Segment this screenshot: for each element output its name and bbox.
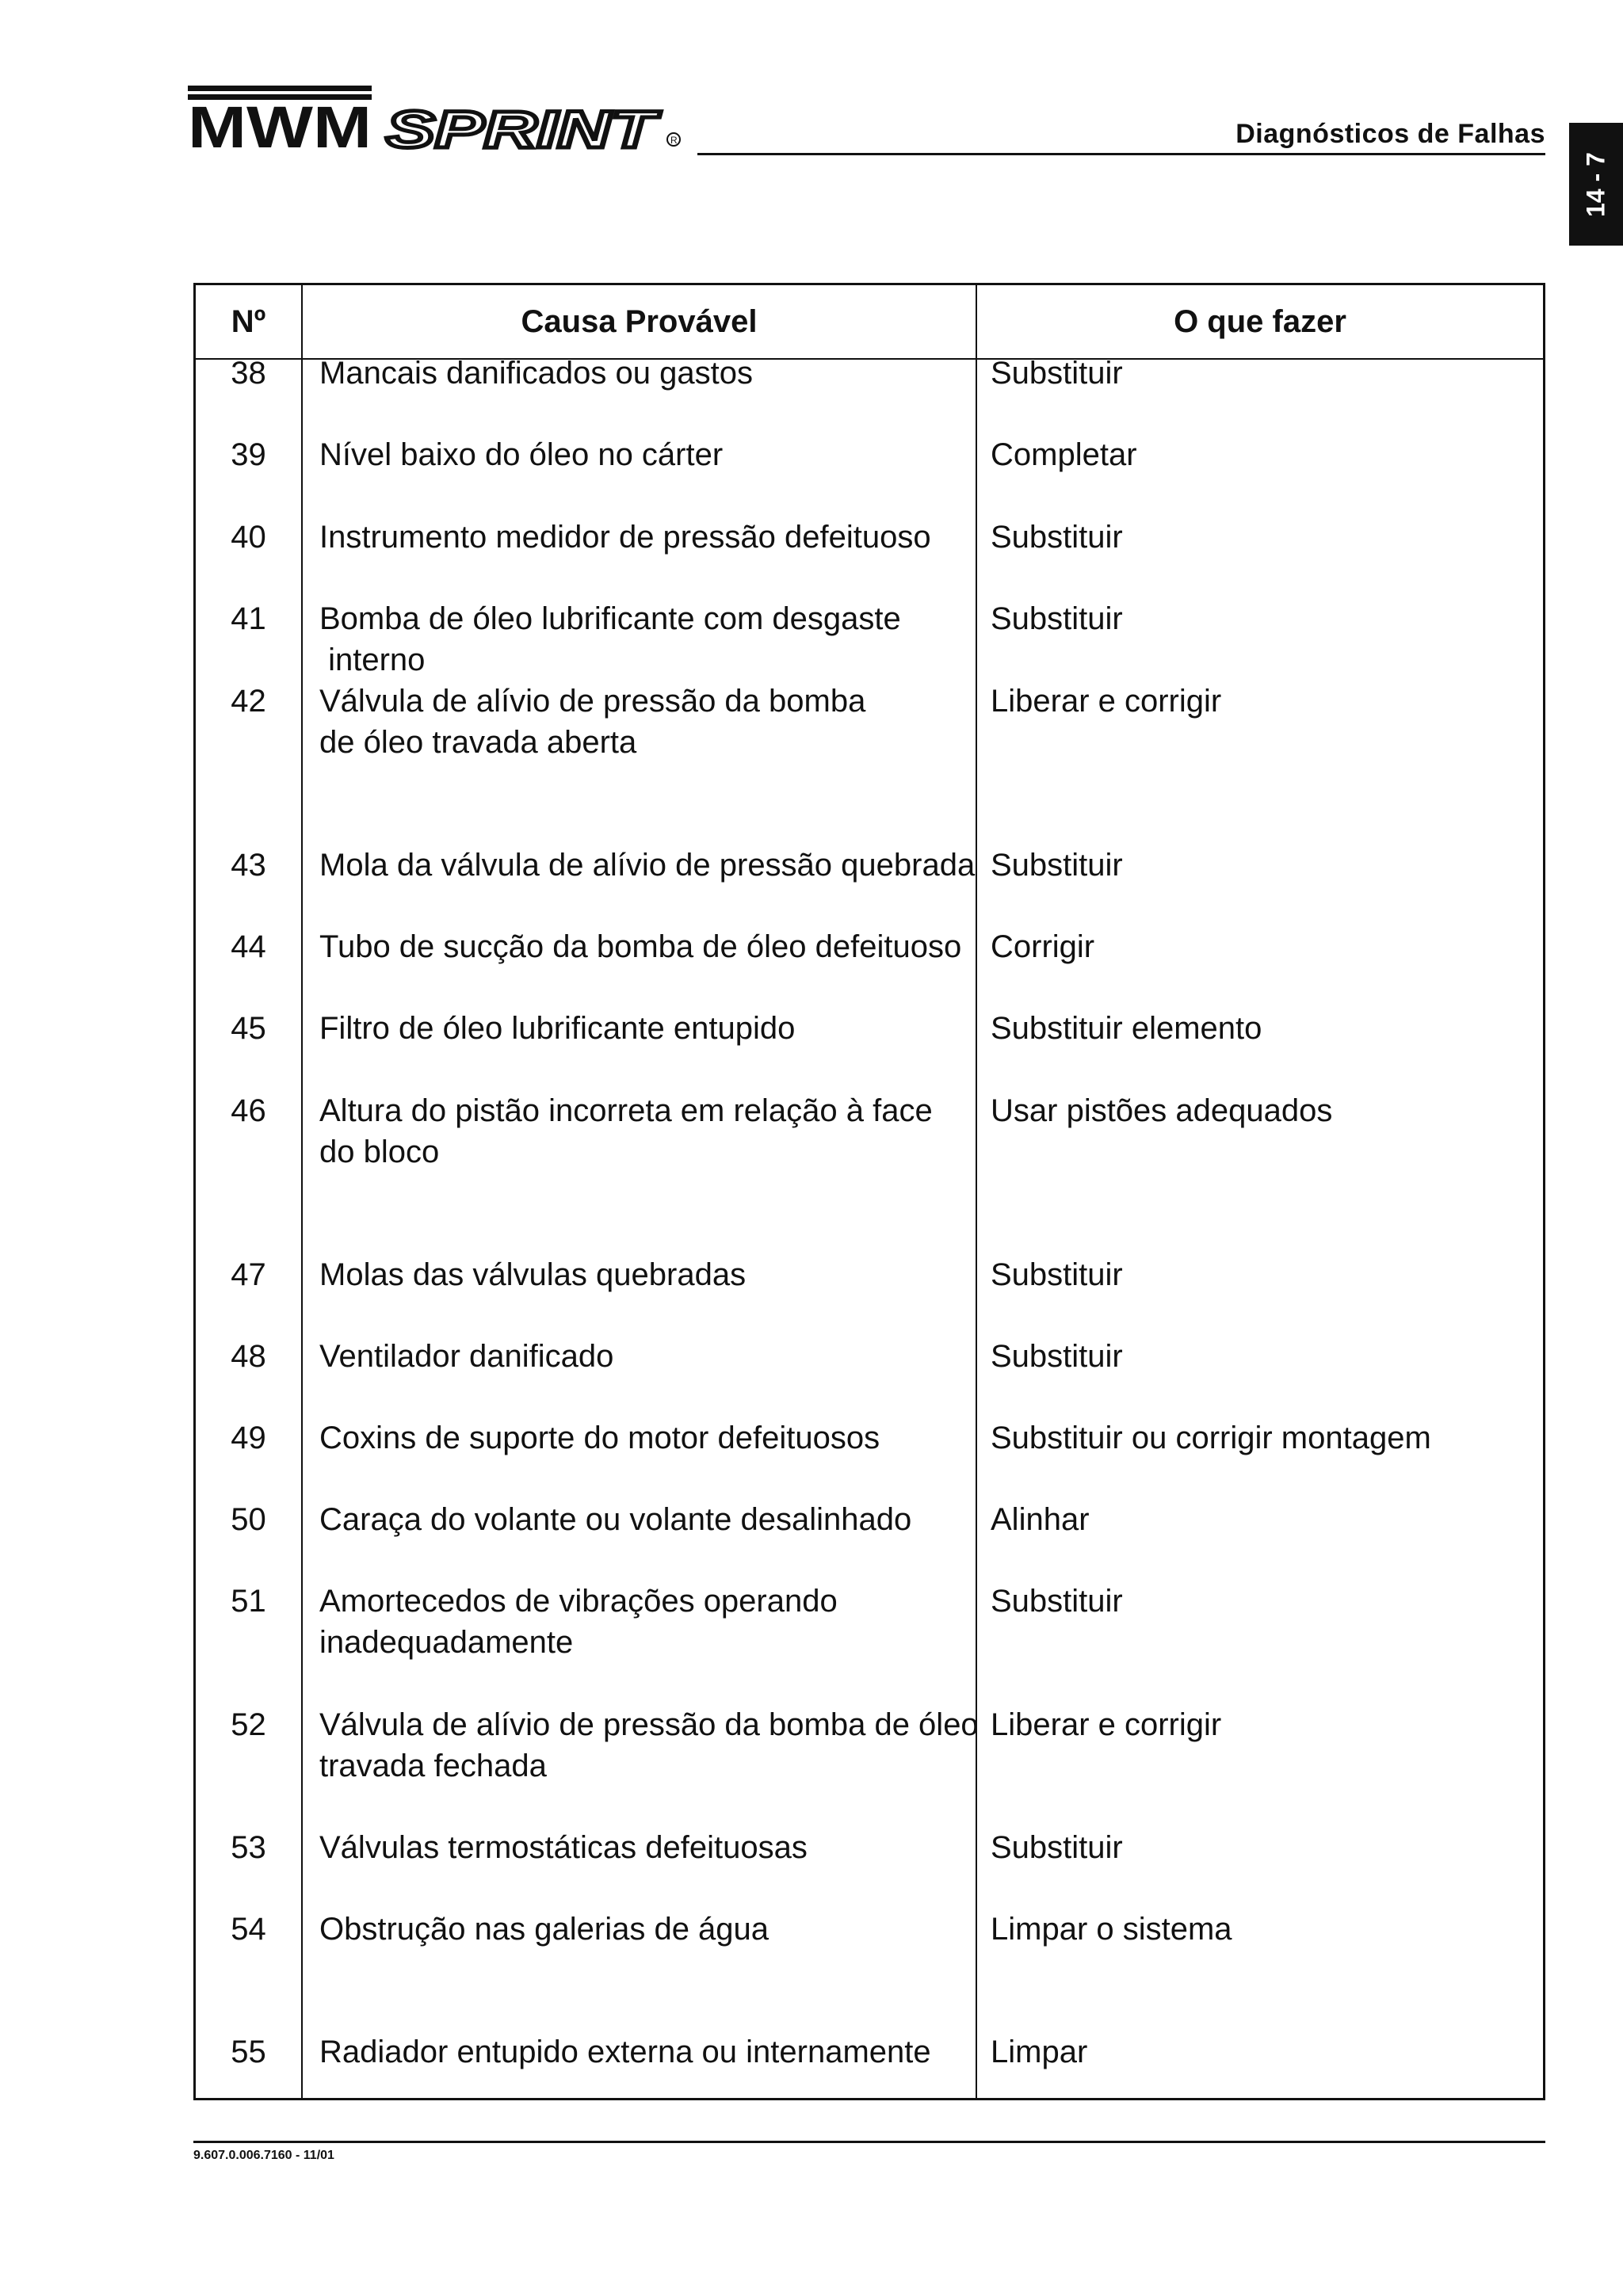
probable-cause [319, 434, 1001, 475]
probable-cause [319, 2031, 1001, 2073]
row-number: 39 [231, 437, 266, 472]
probable-cause [319, 1909, 1001, 1950]
cause-line: Mancais danificados ou gastos [319, 356, 753, 391]
svg-text:R: R [670, 135, 678, 146]
cause-line: travada fechada [319, 1749, 547, 1783]
cause-line: Filtro de óleo lubrificante entupido [319, 1011, 796, 1046]
row-number: 51 [231, 1584, 266, 1619]
probable-cause [319, 517, 1001, 558]
probable-cause [319, 1336, 1001, 1377]
cause-line: inadequadamente [319, 1625, 574, 1660]
svg-text:SPRINT: SPRINT [386, 100, 661, 158]
cause-line: Caraça do volante ou volante desalinhado [319, 1502, 912, 1537]
probable-cause [319, 1499, 1001, 1540]
corrective-action: Substituir [991, 356, 1123, 391]
corrective-action: Corrigir [991, 929, 1095, 964]
row-number: 45 [231, 1011, 266, 1046]
corrective-action: Limpar o sistema [991, 1912, 1232, 1947]
cause-line: Válvulas termostáticas defeituosas [319, 1830, 808, 1865]
corrective-action: Alinhar [991, 1502, 1090, 1537]
cause-line: Válvula de alívio de pressão da bomba [319, 684, 866, 719]
column-header-number: Nº [231, 303, 266, 339]
row-number: 38 [231, 356, 266, 391]
corrective-action: Substituir [991, 601, 1123, 636]
column-header-cause: Causa Provável [521, 303, 758, 339]
cause-line: do bloco [319, 1135, 440, 1169]
probable-cause [319, 598, 1001, 681]
cause-line: Altura do pistão incorreta em relação à face [319, 1093, 933, 1128]
cause-line: Radiador entupido externa ou internamente [319, 2035, 931, 2069]
probable-cause [319, 1827, 1001, 1868]
row-number: 50 [231, 1502, 266, 1537]
row-number: 41 [231, 601, 266, 636]
corrective-action: Substituir ou corrigir montagem [991, 1421, 1431, 1455]
cause-line: de óleo travada aberta [319, 725, 637, 760]
corrective-action: Substituir [991, 1830, 1123, 1865]
corrective-action: Substituir [991, 1584, 1123, 1619]
row-number: 48 [231, 1339, 266, 1374]
row-number: 43 [231, 848, 266, 883]
row-number: 46 [231, 1093, 266, 1128]
corrective-action: Completar [991, 437, 1137, 472]
probable-cause [319, 1704, 1001, 1787]
probable-cause [319, 353, 1001, 394]
row-number: 52 [231, 1707, 266, 1742]
row-number: 54 [231, 1912, 266, 1947]
footer-rule [193, 2141, 1545, 2143]
page-number: 14 - 7 [1581, 151, 1610, 217]
cause-line: interno [319, 643, 426, 677]
cause-line: Instrumento medidor de pressão defeituoso [319, 520, 931, 555]
cause-line: Válvula de alívio de pressão da bomba de óleo [319, 1707, 979, 1742]
header-rule [697, 153, 1545, 155]
row-number: 44 [231, 929, 266, 964]
probable-cause [319, 926, 1001, 967]
probable-cause [319, 1254, 1001, 1295]
corrective-action: Substituir [991, 1339, 1123, 1374]
cause-line: Bomba de óleo lubrificante com desgaste [319, 601, 901, 636]
row-number: 53 [231, 1830, 266, 1865]
row-number: 49 [231, 1421, 266, 1455]
corrective-action: Substituir [991, 520, 1123, 555]
corrective-action: Substituir [991, 1257, 1123, 1292]
row-number: 47 [231, 1257, 266, 1292]
corrective-action: Liberar e corrigir [991, 684, 1222, 719]
cause-line: Mola da válvula de alívio de pressão quebrada [319, 848, 976, 883]
column-divider [301, 285, 303, 2098]
row-number: 42 [231, 684, 266, 719]
document-code: 9.607.0.006.7160 - 11/01 [193, 2149, 334, 2162]
corrective-action: Substituir elemento [991, 1011, 1262, 1046]
corrective-action: Limpar [991, 2035, 1088, 2069]
probable-cause [319, 1581, 1001, 1663]
probable-cause [319, 681, 1001, 763]
corrective-action: Usar pistões adequados [991, 1093, 1333, 1128]
cause-line: Obstrução nas galerias de água [319, 1912, 769, 1947]
cause-line: Coxins de suporte do motor defeituosos [319, 1421, 880, 1455]
cause-line: Ventilador danificado [319, 1339, 614, 1374]
column-header-action: O que fazer [1174, 303, 1346, 339]
brand-logo [188, 86, 695, 158]
probable-cause [319, 1417, 1001, 1459]
probable-cause [319, 1090, 1001, 1173]
page-number-tab [1569, 123, 1623, 246]
corrective-action: Substituir [991, 848, 1123, 883]
row-number: 40 [231, 520, 266, 555]
diagnostics-table [193, 283, 1545, 2100]
svg-text:MWM: MWM [188, 94, 372, 158]
cause-line: Molas das válvulas quebradas [319, 1257, 747, 1292]
section-title: Diagnósticos de Falhas [1235, 119, 1545, 149]
probable-cause [319, 845, 1001, 886]
row-number: 55 [231, 2035, 266, 2069]
cause-line: Nível baixo do óleo no cárter [319, 437, 724, 472]
cause-line: Amortecedos de vibrações operando [319, 1584, 838, 1619]
probable-cause [319, 1008, 1001, 1049]
cause-line: Tubo de sucção da bomba de óleo defeituoso [319, 929, 962, 964]
corrective-action: Liberar e corrigir [991, 1707, 1222, 1742]
